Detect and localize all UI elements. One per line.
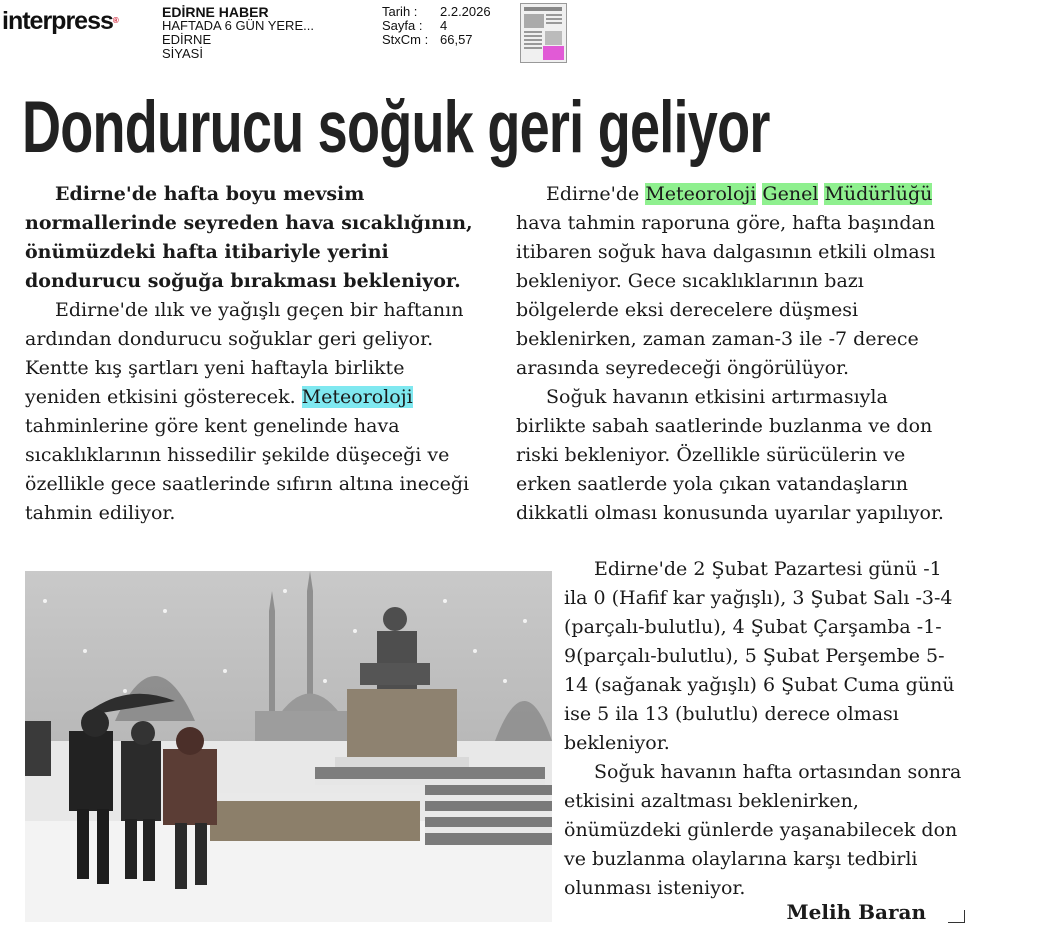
meta-value: 66,57 — [440, 32, 473, 47]
clipping-meta — [382, 5, 491, 47]
publication-category: SİYASİ — [162, 46, 203, 61]
paragraph-2-text-b: hava tahmin raporuna göre, hafta başından itibaren soğuk hava dalgasının etkili olması bekleniyor. Gece sıcaklıklarının bazı bölgelerde eksi derecelere düşmesi beklenirken, zaman zaman-3 ile -7 derece arasında seyredeceği öngörülüyor. — [516, 212, 936, 379]
highlight-genel: Genel — [762, 183, 819, 205]
paragraph-1 — [25, 296, 480, 528]
publication-frequency: HAFTADA 6 GÜN YERE... — [162, 18, 314, 33]
corner-mark — [948, 910, 965, 923]
paragraph-1-text-b: tahminlerine göre kent genelinde hava sıcaklıklarının hissedilir şekilde düşeceği ve özellikle gece saatlerinde sıfırın altına ineceği tahmin ediliyor. — [25, 415, 470, 524]
paragraph-3: Soğuk havanın etkisini artırmasıyla birlikte sabah saatlerinde buzlanma ve don riski bekleniyor. Özellikle sürücülerin ve erken saatlerde yola çıkan vatandaşların dikkatli olması konusunda uyarılar yapılıyor. — [516, 386, 944, 524]
lede-paragraph: Edirne'de hafta boyu mevsim normallerinde seyreden hava sıcaklığının, önümüzdeki hafta itibariyle yerini dondurucu soğuğa bırakması bekleniyor. — [25, 183, 473, 292]
byline: Melih Baran — [786, 900, 926, 924]
highlight-mudurlugu: Müdürlüğü — [824, 183, 933, 205]
publication-city: EDİRNE — [162, 32, 212, 47]
paragraph-2-text-a: Edirne'de — [546, 183, 646, 205]
highlight-meteoroloji: Meteoroloji — [301, 386, 413, 408]
publication-name: EDİRNE HABER — [162, 4, 269, 20]
right-column — [516, 180, 962, 528]
page-thumbnail[interactable] — [520, 3, 567, 63]
highlight-meteoroloji: Meteoroloji — [645, 183, 757, 205]
meta-row-page — [382, 19, 491, 33]
paragraph-4: Edirne'de 2 Şubat Pazartesi günü -1 ila 0 (Hafif kar yağışlı), 3 Şubat Salı -3-4 (parçalı-bulutlu), 4 Şubat Çarşamba -1-9(parçalı-bulutlu), 5 Şubat Perşembe 5-14 (sağanak yağışlı) 6 Şubat Cuma günü ise 5 ila 13 (bulutlu) derece olması bekleniyor. — [564, 558, 955, 754]
interpress-logo — [2, 6, 118, 36]
meta-key: StxCm : — [382, 32, 429, 47]
meta-key: Sayfa : — [382, 18, 423, 33]
logo-text: interpress — [2, 7, 113, 35]
snow-photo — [25, 571, 552, 922]
meta-row-size — [382, 33, 491, 47]
snow-scene-image — [25, 571, 552, 922]
meta-value: 4 — [440, 18, 448, 33]
left-column — [25, 180, 480, 528]
meta-value: 2.2.2026 — [440, 4, 491, 19]
meta-row-date — [382, 5, 491, 19]
publication-info — [162, 5, 314, 61]
meta-key: Tarih : — [382, 4, 418, 19]
paragraph-5: Soğuk havanın hafta ortasından sonra etkisini azaltması beklenirken, önümüzdeki günlerde yaşanabilecek don ve buzlanma olaylarına karşı tedbirli olunması isteniyor. — [564, 761, 962, 899]
headline: Dondurucu soğuk geri geliyor — [22, 87, 770, 168]
paragraph-2 — [516, 180, 962, 383]
registered-mark: ® — [112, 16, 118, 25]
narrow-column — [564, 555, 964, 903]
paragraph-1-text-a: Edirne'de ılık ve yağışlı geçen bir haftanın ardından dondurucu soğuklar geri geliyor. Kentte kış şartları yeni haftayla birlikte yeniden etkisini gösterecek. — [25, 299, 464, 408]
